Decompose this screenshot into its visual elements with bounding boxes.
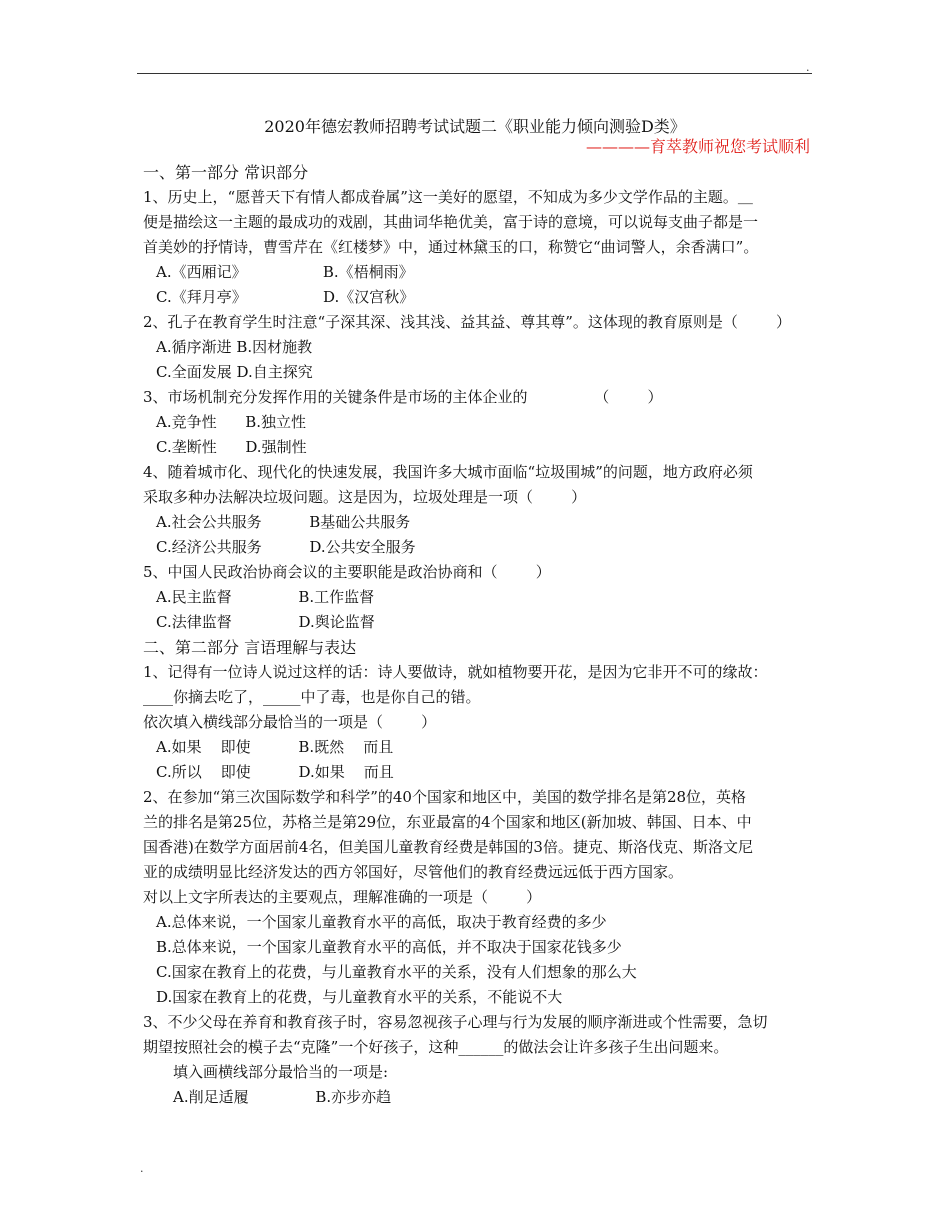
answer-options: A.社会公共服务 B基础公共服务 xyxy=(156,513,411,531)
question-text: 3、市场机制充分发挥作用的关键条件是市场的主体企业的 （ ） xyxy=(143,388,663,406)
question-text: 1、记得有一位诗人说过这样的话：诗人要做诗，就如植物要开花，是因为它非开不可的缘故： xyxy=(143,663,768,681)
answer-option: D.国家在教育上的花费，与儿童教育水平的关系，不能说不大 xyxy=(156,988,563,1006)
header-rule xyxy=(137,73,812,74)
answer-options: C.《拜月亭》 D.《汉宫秋》 xyxy=(156,288,415,306)
question-text: 5、中国人民政治协商会议的主要职能是政治协商和（ ） xyxy=(143,563,551,581)
answer-options: A.民主监督 B.工作监督 xyxy=(156,588,375,606)
question-text: 亚的成绩明显比经济发达的西方邻国好，尽管他们的教育经费远远低于西方国家。 xyxy=(143,863,684,881)
answer-option: B.总体来说，一个国家儿童教育水平的高低，并不取决于国家花钱多少 xyxy=(156,938,622,956)
question-text: 3、不少父母在养育和教育孩子时，容易忽视孩子心理与行为发展的顺序渐进或个性需要，急切 xyxy=(143,1013,768,1031)
question-text: ____你摘去吃了，_____中了毒，也是你自己的错。 xyxy=(143,688,481,706)
answer-options: C.经济公共服务 D.公共安全服务 xyxy=(156,538,416,556)
document-subtitle: ————育萃教师祝您考试顺利 xyxy=(585,137,810,156)
answer-options: A.循序渐进 B.因材施教 xyxy=(156,338,313,356)
answer-option: C.国家在教育上的花费，与儿童教育水平的关系，没有人们想象的那么大 xyxy=(156,963,637,981)
answer-options: C.所以 即使 D.如果 而且 xyxy=(156,763,394,781)
question-prompt: 对以上文字所表达的主要观点，理解准确的一项是（ ） xyxy=(143,888,542,906)
footer-dot: . xyxy=(140,1162,144,1175)
header-dot: . xyxy=(806,61,810,74)
section-heading: 一、第一部分 常识部分 xyxy=(143,163,309,182)
answer-options: A.如果 即使 B.既然 而且 xyxy=(156,738,394,756)
document-body xyxy=(143,160,813,1110)
question-text: 期望按照社会的模子去“克隆”一个好孩子，这种______的做法会让许多孩子生出问题来。 xyxy=(143,1038,729,1056)
answer-options: C.全面发展 D.自主探究 xyxy=(156,363,313,381)
answer-options: C.垄断性 D.强制性 xyxy=(156,438,307,456)
question-text: 便是描绘这一主题的最成功的戏剧，其曲词华艳优美，富于诗的意境，可以说每支曲子都是一 xyxy=(143,213,759,231)
answer-options: A.竞争性 B.独立性 xyxy=(156,413,307,431)
question-text: 2、在参加“第三次国际数学和科学”的40个国家和地区中，美国的数学排名是第28位，英格 xyxy=(143,788,747,806)
question-text: 采取多种办法解决垃圾问题。这是因为，垃圾处理是一项（ ） xyxy=(143,488,587,506)
document-title: 2020年德宏教师招聘考试试题二《职业能力倾向测验D类》 xyxy=(264,117,686,136)
section-heading: 二、第二部分 言语理解与表达 xyxy=(143,638,357,657)
question-text: 4、随着城市化、现代化的快速发展，我国许多大城市面临“垃圾围城”的问题，地方政府必须 xyxy=(143,463,753,481)
question-text: 2、孔子在教育学生时注意“子深其深、浅其浅、益其益、尊其尊”。这体现的教育原则是（ ） xyxy=(143,313,792,331)
answer-option: A.总体来说，一个国家儿童教育水平的高低，取决于教育经费的多少 xyxy=(156,913,607,931)
answer-options: C.法律监督 D.舆论监督 xyxy=(156,613,375,631)
question-prompt: 填入画横线部分最恰当的一项是: xyxy=(173,1063,389,1081)
question-text: 1、历史上，“愿普天下有情人都成眷属”这一美好的愿望，不知成为多少文学作品的主题。＿ xyxy=(143,188,753,206)
question-text: 国香港)在数学方面居前4名，但美国儿童教育经费是韩国的3倍。捷克、斯洛伐克、斯洛文尼 xyxy=(143,838,753,856)
question-text: 首美妙的抒情诗，曹雪芹在《红楼梦》中，通过林黛玉的口，称赞它“曲词警人，余香满口”。 xyxy=(143,238,759,256)
question-prompt: 依次填入横线部分最恰当的一项是（ ） xyxy=(143,713,437,731)
answer-options: A.削足适履 B.亦步亦趋 xyxy=(173,1088,392,1106)
answer-options: A.《西厢记》 B.《梧桐雨》 xyxy=(156,263,414,281)
question-text: 兰的排名是第25位，苏格兰是第29位，东亚最富的4个国家和地区(新加坡、韩国、日本、中 xyxy=(143,813,752,831)
